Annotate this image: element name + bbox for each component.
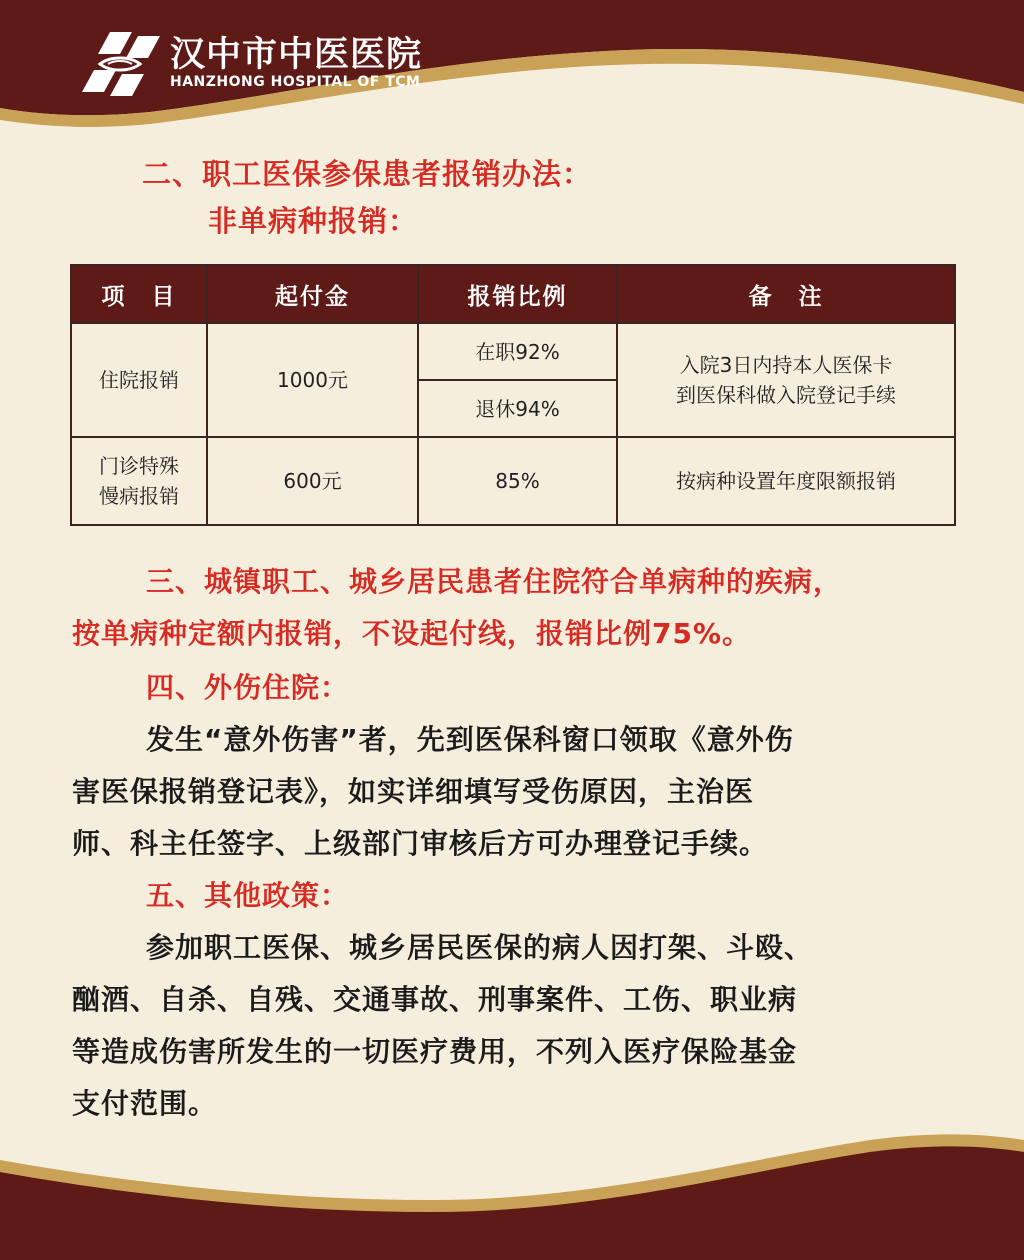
hospital-name: 汉中市中医医院 bbox=[170, 35, 423, 75]
cell-inpatient-ratio-active: 在职92% bbox=[418, 323, 617, 380]
section-5-line-4: 支付范围。 bbox=[72, 1087, 218, 1120]
section-5-line-1 bbox=[72, 922, 962, 974]
column-header-item: 项 目 bbox=[71, 265, 207, 323]
section-5 bbox=[72, 870, 962, 1130]
cell-inpatient-deductible: 1000元 bbox=[207, 323, 418, 437]
section-3-line-1-text: 三、城镇职工、城乡居民患者住院符合单病种的疾病， bbox=[146, 565, 843, 598]
section-2-title: 二、职工医保参保患者报销办法： bbox=[142, 157, 593, 191]
section-3-line-1 bbox=[72, 556, 962, 608]
section-4-title bbox=[72, 662, 962, 714]
section-4-line-1-text: 发生“意外伤害”者，先到医保科窗口领取《意外伤 bbox=[146, 723, 794, 756]
section-5-line-1-text: 参加职工医保、城乡居民医保的病人因打架、斗殴、 bbox=[146, 931, 814, 964]
reimbursement-table bbox=[70, 264, 956, 526]
section-3 bbox=[72, 556, 962, 660]
table-row bbox=[71, 323, 955, 380]
section-4 bbox=[72, 662, 962, 870]
section-5-line-2: 酗酒、自杀、自残、交通事故、刑事案件、工伤、职业病 bbox=[72, 983, 798, 1016]
hospital-logo-icon bbox=[80, 30, 162, 98]
section-4-line-3: 师、科主任签字、上级部门审核后方可办理登记手续。 bbox=[72, 827, 769, 860]
column-header-note: 备 注 bbox=[617, 265, 955, 323]
cell-inpatient-ratio-retired: 退休94% bbox=[418, 380, 617, 437]
cell-inpatient-note-line-2: 到医保科做入院登记手续 bbox=[676, 383, 896, 407]
section-4-line-2: 害医保报销登记表》，如实详细填写受伤原因，主治医 bbox=[72, 775, 755, 808]
cell-outpatient-deductible: 600元 bbox=[207, 437, 418, 525]
cell-outpatient-item bbox=[71, 437, 207, 525]
cell-outpatient-item-line-2: 慢病报销 bbox=[99, 484, 179, 508]
cell-inpatient-note bbox=[617, 323, 955, 437]
section-4-title-text: 四、外伤住院： bbox=[146, 671, 350, 704]
cell-outpatient-note: 按病种设置年度限额报销 bbox=[617, 437, 955, 525]
column-header-ratio: 报销比例 bbox=[418, 265, 617, 323]
hospital-name-english: HANZHONG HOSPITAL OF TCM bbox=[170, 74, 421, 90]
cell-outpatient-ratio: 85% bbox=[418, 437, 617, 525]
section-4-line-1 bbox=[72, 714, 962, 766]
table-row bbox=[71, 437, 955, 525]
cell-inpatient-note-line-1: 入院3日内持本人医保卡 bbox=[679, 353, 893, 377]
column-header-deductible: 起付金 bbox=[207, 265, 418, 323]
cell-inpatient-item: 住院报销 bbox=[71, 323, 207, 437]
cell-outpatient-item-line-1: 门诊特殊 bbox=[99, 454, 179, 478]
section-5-line-3: 等造成伤害所发生的一切医疗费用，不列入医疗保险基金 bbox=[72, 1035, 798, 1068]
section-5-title bbox=[72, 870, 962, 922]
section-3-line-2: 按单病种定额内报销，不设起付线，报销比例75%。 bbox=[72, 617, 752, 650]
table-header-row bbox=[71, 265, 955, 323]
section-2-subtitle: 非单病种报销： bbox=[208, 204, 419, 238]
section-5-title-text: 五、其他政策： bbox=[146, 879, 350, 912]
